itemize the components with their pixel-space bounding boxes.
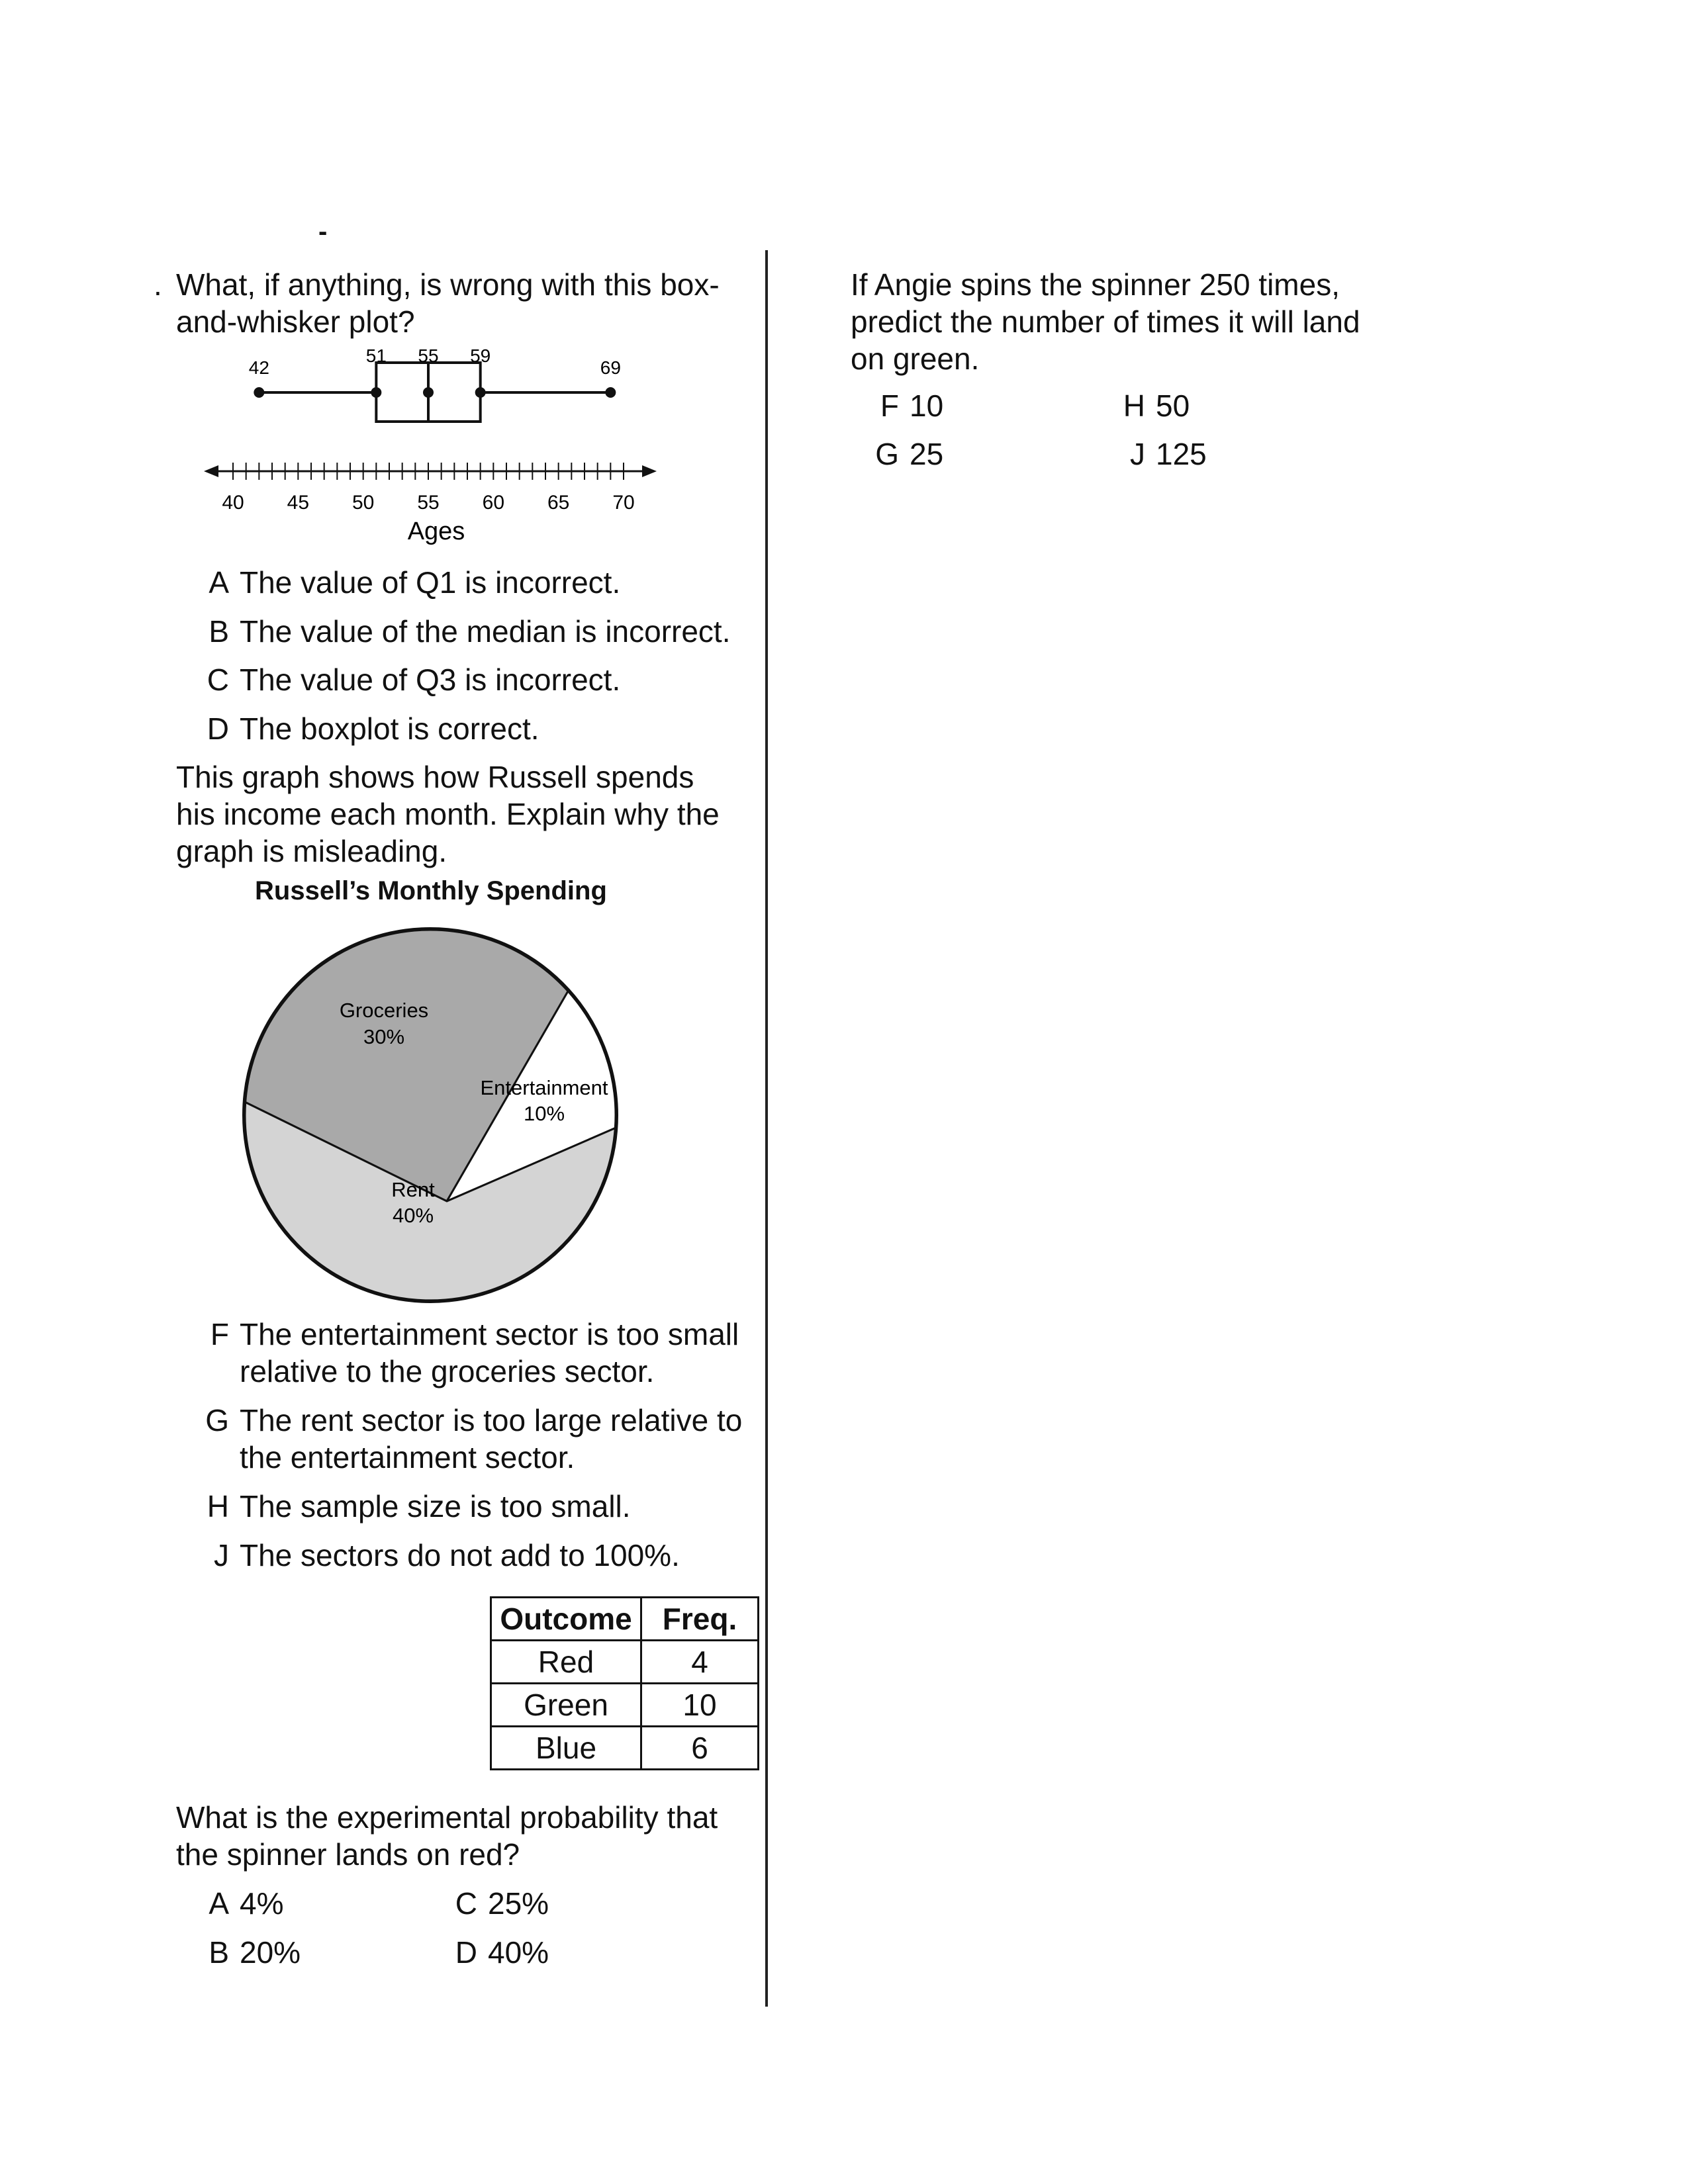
boxplot-tick-label: 65 [547,492,570,514]
q3-option-d[interactable] [439,1934,549,1971]
boxplot-point-min [254,387,264,398]
frequency-table [490,1596,759,1770]
table-header-outcome: Outcome [491,1598,641,1641]
question-1-number-mark: . [154,267,162,302]
q1-option-d-letter: D [207,711,229,746]
question-3-prompt-line1: What is the experimental probability that [176,1800,718,1835]
boxplot-value-label: 59 [470,345,491,366]
q1-option-c[interactable] [191,661,620,698]
q2-option-f-text-line1: The entertainment sector is too small [240,1317,739,1351]
boxplot-tick-label: 45 [287,492,310,514]
table-cell-freq: 4 [641,1641,759,1684]
pie-value-groceries: 30% [363,1025,405,1048]
boxplot-tick-label: 55 [417,492,440,514]
question-1-prompt-line2: and-whisker plot? [176,304,415,339]
pie-label-groceries: Groceries [339,999,429,1022]
q3-option-b-text: 20% [240,1935,301,1970]
q4-option-h-letter: H [1123,388,1145,423]
q4-option-h[interactable] [1107,387,1190,424]
q2-option-j-letter: J [214,1538,229,1572]
question-1-prompt-line1: What, if anything, is wrong with this box- [176,267,720,302]
q4-option-f-letter: F [880,388,899,423]
table-cell-outcome: Red [491,1641,641,1684]
q3-option-c-text: 25% [488,1886,549,1921]
table-cell-freq: 6 [641,1727,759,1770]
q1-option-b[interactable] [191,613,730,650]
boxplot-tick-label: 60 [482,492,505,514]
question-2-prompt-line1: This graph shows how Russell spends [176,760,694,794]
table-cell-freq: 10 [641,1684,759,1727]
q1-option-d[interactable] [191,710,539,747]
pie-value-entertainment: 10% [523,1102,565,1125]
boxplot-point-q3 [475,387,486,398]
q4-option-g-text: 25 [910,437,944,471]
boxplot-point-median [423,387,434,398]
q2-option-h[interactable] [191,1488,631,1525]
q1-option-b-text: The value of the median is incorrect. [240,614,731,649]
q3-option-c[interactable] [439,1885,549,1922]
q1-option-a-letter: A [209,565,229,600]
q4-option-h-text: 50 [1156,388,1190,423]
boxplot-value-label: 51 [365,345,387,366]
boxplot-x-axis-label: Ages [407,518,465,545]
boxplot-value-label: 69 [600,357,621,378]
table-header-row [491,1598,759,1641]
q2-option-f[interactable] [191,1316,739,1390]
boxplot-tick-label: 40 [222,492,244,514]
boxplot-tick-label: 70 [612,492,635,514]
box-whisker-plot [192,341,682,553]
question-2-prompt-line3: graph is misleading. [176,834,447,868]
q1-option-d-text: The boxplot is correct. [240,711,539,746]
table-row [491,1641,759,1684]
question-4-prompt-line1: If Angie spins the spinner 250 times, [851,267,1340,302]
pie-chart-title: Russell’s Monthly Spending [255,876,607,905]
q4-option-j-letter: J [1130,437,1145,471]
q3-option-c-letter: C [455,1886,477,1921]
stray-mark: - [318,217,328,246]
q4-option-j[interactable] [1107,435,1207,473]
table-row [491,1727,759,1770]
q4-option-f-text: 10 [910,388,944,423]
q3-option-d-letter: D [455,1935,477,1970]
pie-label-entertainment: Entertainment [480,1076,608,1099]
q2-option-g-text-line1: The rent sector is too large relative to [240,1403,743,1437]
table-header-freq: Freq. [641,1598,759,1641]
q2-option-h-letter: H [207,1489,229,1524]
q1-option-c-text: The value of Q3 is incorrect. [240,662,621,697]
q4-option-f[interactable] [861,387,943,424]
q2-option-j-text: The sectors do not add to 100%. [240,1538,680,1572]
q1-option-a-text: The value of Q1 is incorrect. [240,565,621,600]
q3-option-d-text: 40% [488,1935,549,1970]
q1-option-a[interactable] [191,564,620,601]
q4-option-g[interactable] [861,435,943,473]
q2-option-j[interactable] [191,1537,680,1574]
q2-option-f-text-line2: relative to the groceries sector. [240,1354,655,1388]
boxplot-axis-arrow-left [204,465,218,477]
boxplot-value-label: 42 [248,357,269,378]
boxplot-point-max [605,387,616,398]
q3-option-b[interactable] [191,1934,301,1971]
table-cell-outcome: Green [491,1684,641,1727]
question-2-prompt-line2: his income each month. Explain why the [176,797,720,831]
boxplot-value-label: 55 [418,345,439,366]
q2-option-f-letter: F [210,1317,229,1351]
boxplot-point-q1 [371,387,381,398]
pie-value-rent: 40% [392,1204,434,1227]
q2-option-h-text: The sample size is too small. [240,1489,631,1524]
q2-option-g-text-line2: the entertainment sector. [240,1440,575,1475]
question-3-prompt-line2: the spinner lands on red? [176,1837,520,1872]
pie-chart [238,923,622,1307]
q2-option-g-letter: G [205,1403,229,1437]
q1-option-b-letter: B [209,614,229,649]
q3-option-a-text: 4% [240,1886,284,1921]
table-cell-outcome: Blue [491,1727,641,1770]
pie-label-rent: Rent [391,1178,435,1201]
boxplot-axis-arrow-right [642,465,657,477]
q4-option-g-letter: G [875,437,899,471]
question-4-prompt-line2: predict the number of times it will land [851,304,1360,339]
question-4-prompt-line3: on green. [851,341,980,376]
boxplot-tick-label: 50 [352,492,375,514]
q3-option-b-letter: B [209,1935,229,1970]
q1-option-c-letter: C [207,662,229,697]
q4-option-j-text: 125 [1156,437,1207,471]
q2-option-g[interactable] [191,1402,742,1476]
table-row [491,1684,759,1727]
column-divider [765,250,768,2007]
q3-option-a[interactable] [191,1885,283,1922]
q3-option-a-letter: A [209,1886,229,1921]
